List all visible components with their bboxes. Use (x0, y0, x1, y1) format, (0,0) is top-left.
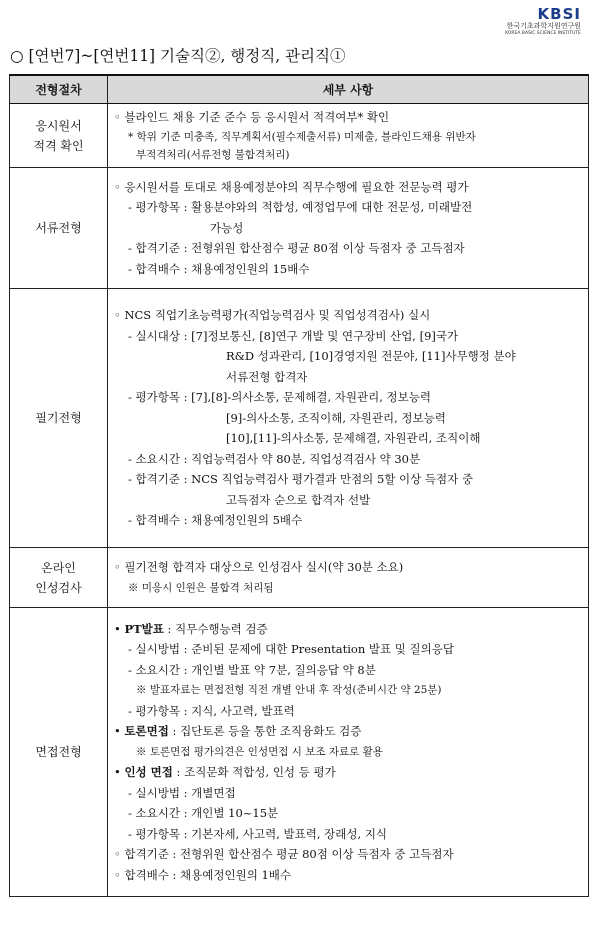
logo-korean-name: 한국기초과학지원연구원 (506, 22, 581, 30)
note-line: ※ 토론면접 평가의견은 인성면접 시 보조 자료로 활용 (136, 745, 383, 758)
detail-line: - 평가항목 : [7],[8]-의사소통, 문제해결, 자원관리, 정보능력 (128, 390, 431, 405)
pt-title: PT발표 (124, 621, 164, 636)
detail-line: - 합격배수 : 채용예정인원의 15배수 (128, 261, 310, 276)
detail-line: - 소요시간 : 개인별 10~15분 (128, 806, 279, 821)
detail-line: - 소요시간 : 직업능력검사 약 80분, 직업성격검사 약 30분 (128, 451, 421, 466)
stage-label: 인성검사 (35, 580, 82, 595)
note-line: * 학위 기준 미충족, 직무계획서(필수제출서류) 미제출, 블라인드채용 위반자 (128, 130, 476, 143)
detail-line: • 토론면접 : 집단토론 등을 통한 조직융화도 검증 (114, 724, 362, 739)
logo-english-name: KOREA BASIC SCIENCE INSTITUTE (505, 31, 581, 36)
table-header-row (10, 75, 589, 104)
detail-line: [9]-의사소통, 조직이해, 자원관리, 정보능력 (226, 410, 446, 425)
stage-cell (10, 548, 108, 608)
detail-cell (108, 608, 589, 897)
personality-description: : 조직문화 적합성, 인성 등 평가 (172, 765, 336, 780)
detail-cell (108, 548, 589, 608)
detail-line: - 실시방법 : 개별면접 (128, 785, 236, 800)
stage-label: 면접전형 (35, 745, 82, 759)
detail-line: - 소요시간 : 개인별 발표 약 7분, 질의응답 약 8분 (128, 662, 376, 677)
detail-line: - 실시대상 : [7]정보통신, [8]연구 개발 및 연구장비 산업, [9]국가 (128, 328, 459, 343)
detail-line: - 실시방법 : 준비된 문제에 대한 Presentation 발표 및 질의응답 (128, 642, 454, 657)
detail-line: ◦ NCS 직업기초능력평가(직업능력검사 및 직업성격검사) 실시 (114, 308, 431, 323)
detail-line: - 합격기준 : NCS 직업능력검사 평가결과 만점의 5할 이상 득점자 중 (128, 472, 473, 487)
detail-line: ◦ 응시원서를 토대로 채용예정분야의 직무수행에 필요한 전문능력 평가 (114, 179, 469, 194)
section-heading: ○ [연번7]~[연번11] 기술직②, 행정직, 관리직① (10, 47, 346, 65)
detail-cell (108, 168, 589, 289)
personality-title: 인성 면접 (124, 765, 173, 780)
stage-label: 응시원서 (35, 118, 82, 133)
discussion-description: : 집단토론 등을 통한 조직융화도 검증 (168, 724, 362, 739)
detail-line: ◦ 블라인드 채용 기준 준수 등 응시원서 적격여부* 확인 (114, 110, 390, 125)
stage-label: 필기전형 (35, 411, 82, 425)
detail-line: - 평가항목 : 지식, 사고력, 발표력 (128, 703, 295, 718)
stage-label: 적격 확인 (33, 138, 84, 153)
detail-line: R&D 성과관리, [10]경영지원 전문야, [11]사무행정 분야 (226, 349, 516, 364)
table-row (10, 168, 589, 289)
table-row (10, 608, 589, 897)
detail-line: • PT발표 : 직무수행능력 검증 (114, 621, 268, 636)
detail-line: ◦ 합격배수 : 채용예정인원의 1배수 (114, 867, 292, 882)
detail-line: - 평가항목 : 기본자세, 사고력, 발표력, 장래성, 지식 (128, 826, 388, 841)
detail-line: ◦ 합격기준 : 전형위원 합산점수 평균 80점 이상 득점자 중 고득점자 (114, 847, 454, 862)
header-stage: 전형절차 (10, 75, 108, 104)
note-line: ※ 발표자료는 면접전형 직전 개별 안내 후 작성(준비시간 약 25분) (136, 684, 442, 697)
stage-label: 온라인 (41, 560, 76, 575)
table-row (10, 289, 589, 548)
detail-cell (108, 104, 589, 168)
discussion-title: 토론면접 (124, 724, 169, 739)
stage-cell (10, 289, 108, 548)
detail-line: 서류전형 합격자 (226, 369, 308, 384)
detail-line: • 인성 면접 : 조직문화 적합성, 인성 등 평가 (114, 765, 336, 780)
stage-cell (10, 168, 108, 289)
header-detail: 세부 사항 (108, 75, 589, 104)
table-row (10, 548, 589, 608)
kbsi-logo (461, 6, 581, 37)
stage-label: 서류전형 (35, 221, 82, 235)
stage-cell (10, 104, 108, 168)
detail-line: - 평가항목 : 활용분야와의 적합성, 예정업무에 대한 전문성, 미래발전 (128, 200, 473, 215)
detail-line: 가능성 (210, 220, 244, 235)
detail-line: - 합격기준 : 전형위원 합산점수 평균 80점 이상 득점자 중 고득점자 (128, 241, 465, 256)
detail-line: - 합격배수 : 채용예정인원의 5배수 (128, 513, 303, 528)
detail-line: 고득점자 순으로 합격자 선발 (226, 492, 371, 507)
detail-line: ◦ 필기전형 합격자 대상으로 인성검사 실시(약 30분 소요) (114, 560, 404, 574)
note-line: 부적격처리(서류전형 불합격처리) (136, 148, 290, 161)
table-row (10, 104, 589, 168)
stage-cell (10, 608, 108, 897)
note-line: ※ 미응시 인원은 불합격 처리됨 (128, 581, 274, 594)
detail-cell (108, 289, 589, 548)
pt-description: : 직무수행능력 검증 (163, 621, 268, 636)
detail-line: [10],[11]-의사소통, 문제해결, 자원관리, 조직이해 (226, 431, 481, 446)
logo-mark: KBSI (537, 5, 581, 23)
selection-process-table (9, 74, 589, 897)
